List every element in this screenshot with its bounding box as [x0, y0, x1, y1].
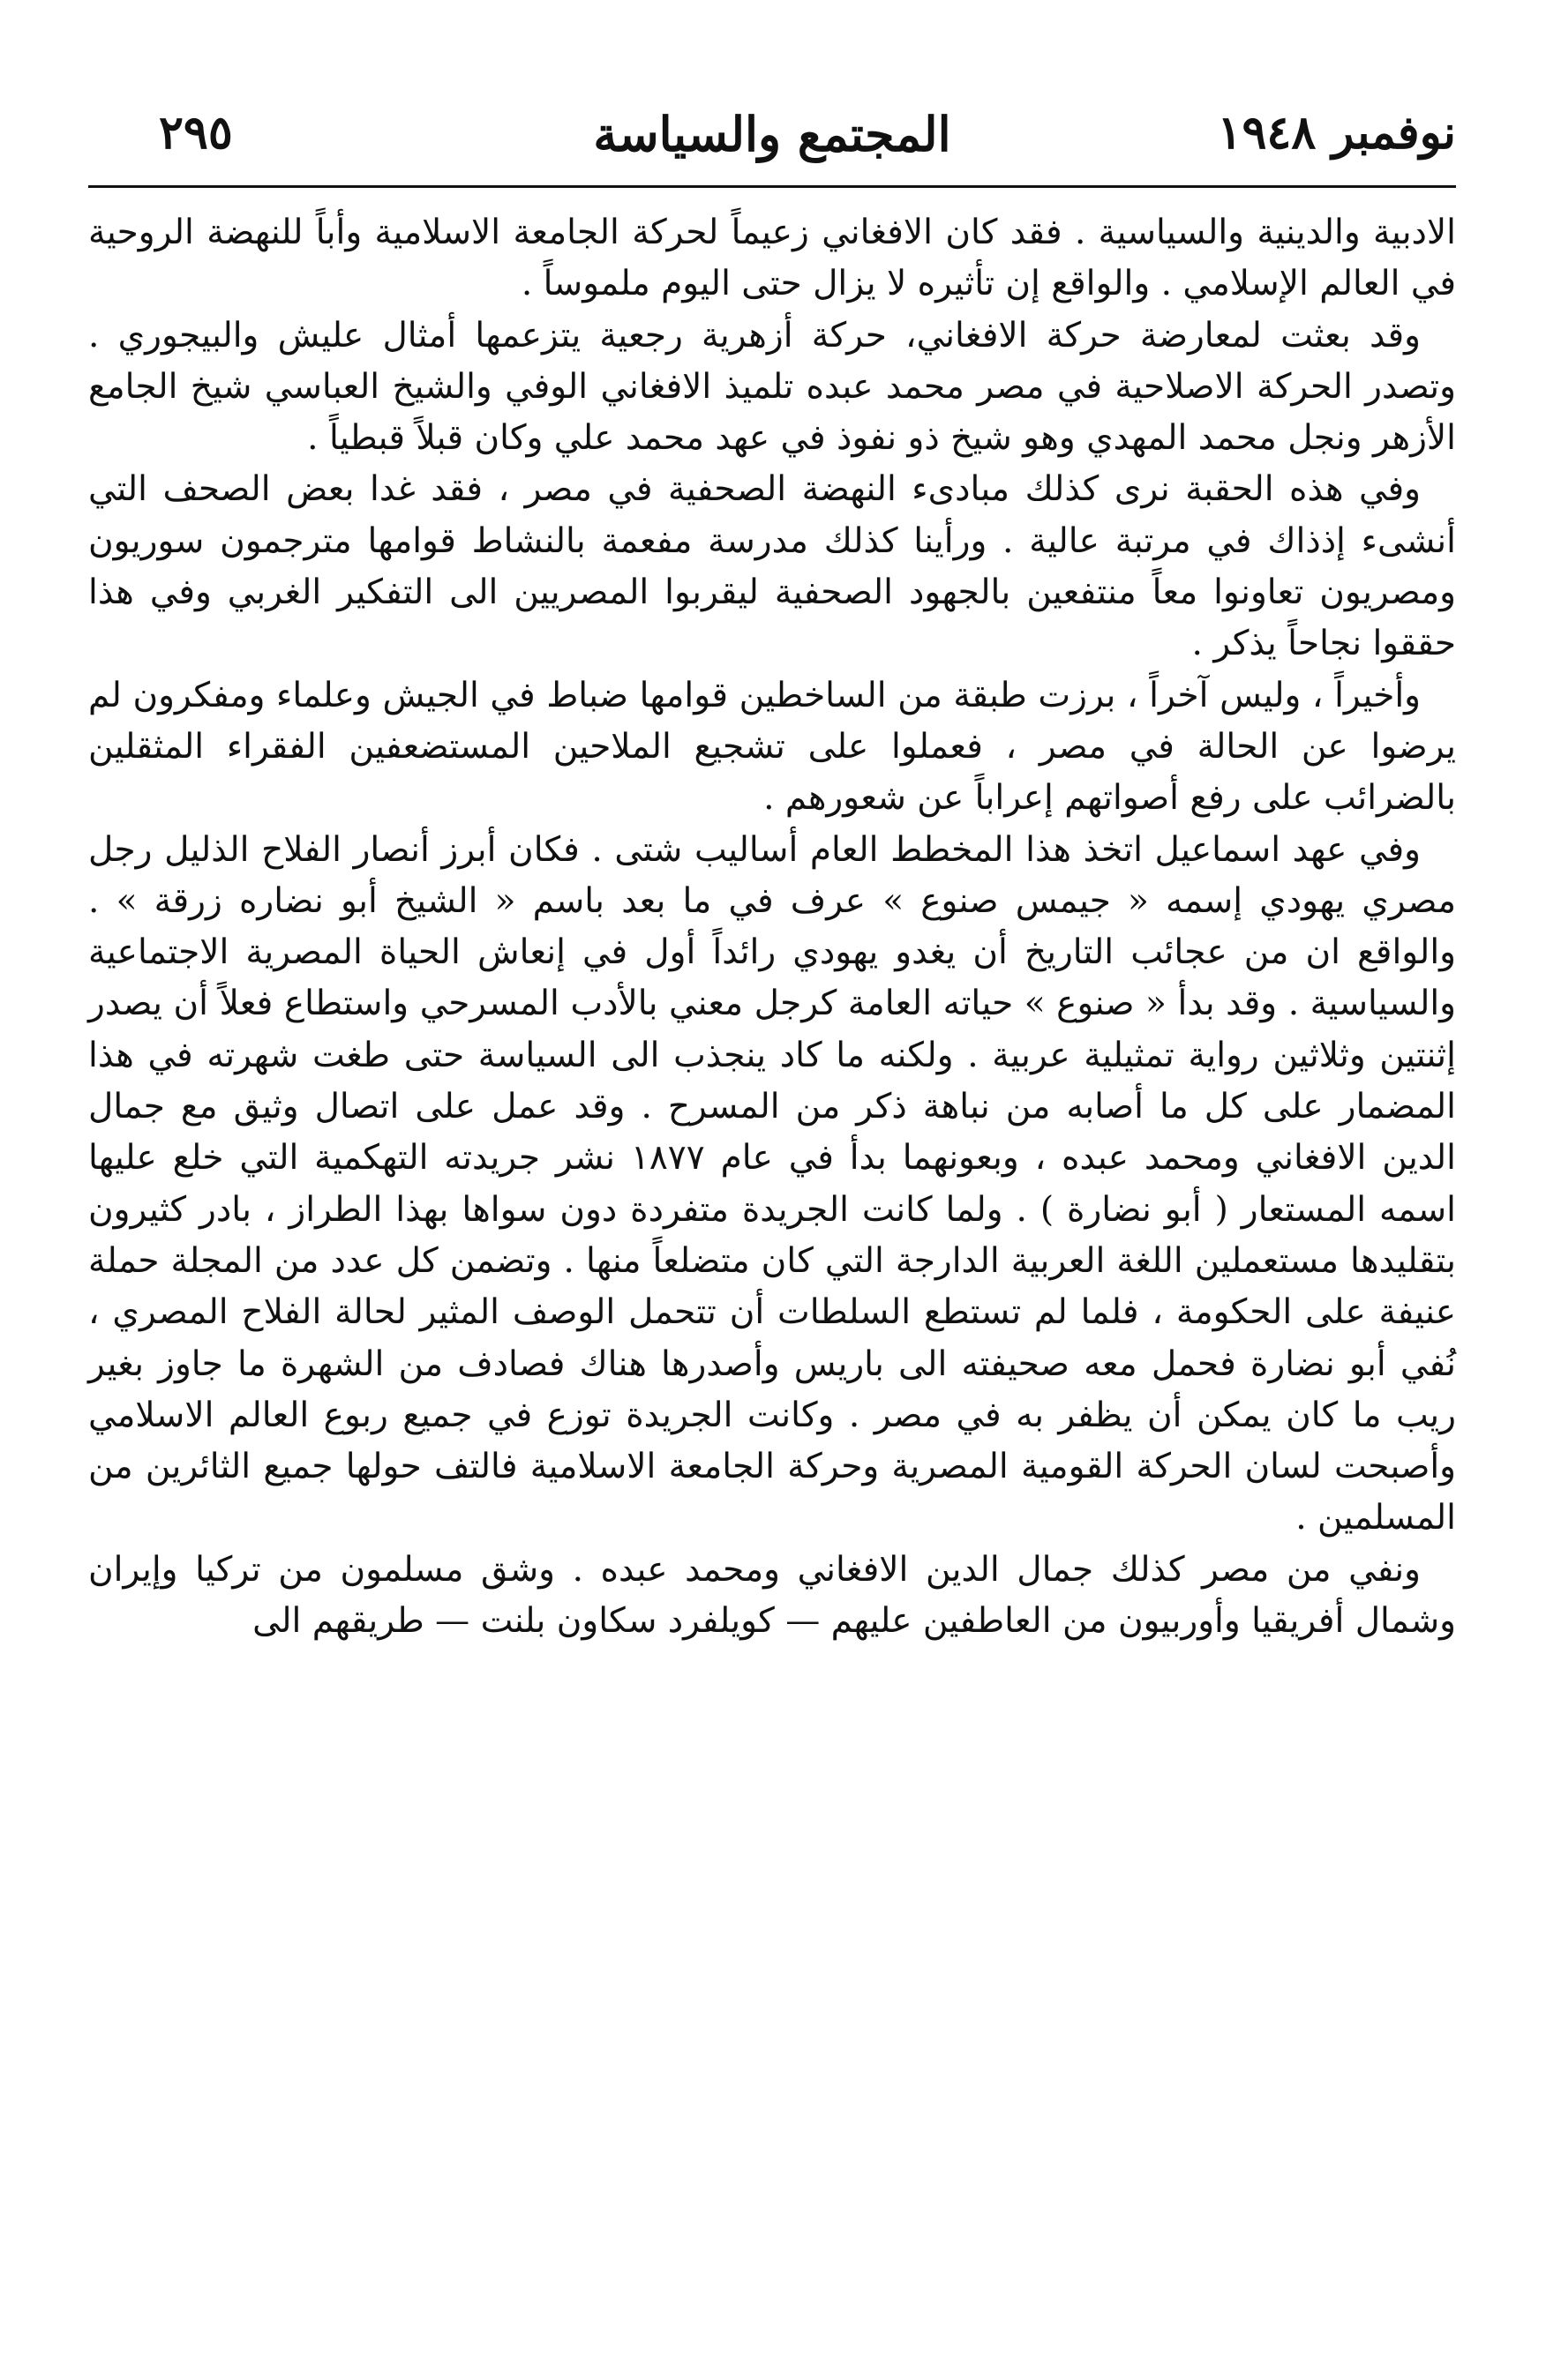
paragraph: ونفي من مصر كذلك جمال الدين الافغاني ومحمد عبده . وشق مسلمون من تركيا وإيران وشمال أفريقيا وأوربيون من العاطفين عليهم — كويلفرد سكاون بلنت — طريقهم الى: [88, 1549, 1456, 1642]
paragraph: وفي عهد اسماعيل اتخذ هذا المخطط العام أساليب شتى . فكان أبرز أنصار الفلاح الذليل رجل مصري يهودي إسمه « جيمس صنوع » عرف في ما بعد باسم « الشيخ أبو نضاره زرقة » . والواقع ان من عجائب التاريخ أن يغدو يهودي رائداً أول في إنعاش الحياة المصرية الاجتماعية والسياسية . وقد بدأ « صنوع » حياته العامة كرجل معني بالأدب المسرحي واستطاع فعلاً أن يصدر إثنتين وثلاثين رواية تمثيلية عربية . ولكنه ما كاد ينجذب الى السياسة حتى طغت شهرته في هذا المضمار على كل ما أصابه من نباهة ذكر من المسرح . وقد عمل على اتصال وثيق مع جمال الدين الافغاني ومحمد عبده ، وبعونهما بدأ في عام ١٨٧٧ نشر جريدته التهكمية التي خلع عليها اسمه المستعار ( أبو نضارة ) . ولما كانت الجريدة متفردة دون سواها بهذا الطراز ، بادر كثيرون بتقليدها مستعملين اللغة العربية الدارجة التي كان متضلعاً منها . وتضمن كل عدد من المجلة حملة عنيفة على الحكومة ، فلما لم تستطع السلطات أن تتحمل الوصف المثير لحالة الفلاح المصري ، نُفي أبو نضارة فحمل معه صحيفته الى باريس وأصدرها هناك فصادف من الشهرة ما جاوز بغير ريب ما كان يمكن أن يظفر به في مصر . وكانت الجريدة توزع في جميع ربوع العالم الاسلامي وأصبحت لسان الحركة القومية المصرية وحركة الجامعة الاسلامية فالتف حولها جميع الثائرين من المسلمين .: [88, 829, 1456, 1538]
body-text: [88, 207, 1456, 1647]
page-number: ٢٩٥: [159, 106, 233, 160]
paragraph: وقد بعثت لمعارضة حركة الافغاني، حركة أزهرية رجعية يتزعمها أمثال عليش والبيجوري . وتصدر الحركة الاصلاحية في مصر محمد عبده تلميذ الافغاني الوفي والشيخ العباسي شيخ الجامع الأزهر ونجل محمد المهدي وهو شيخ ذو نفوذ في عهد محمد علي وكان قبلاً قبطياً .: [88, 315, 1456, 459]
paragraph: وأخيراً ، وليس آخراً ، برزت طبقة من الساخطين قوامها ضباط في الجيش وعلماء ومفكرون لم يرضوا عن الحالة في مصر ، فعملوا على تشجيع الملاحين المستضعفين الفقراء المثقلين بالضرائب على رفع أصواتهم إعراباً عن شعورهم .: [88, 675, 1456, 819]
page-header: [88, 88, 1456, 185]
paragraph: الادبية والدينية والسياسية . فقد كان الافغاني زعيماً لحركة الجامعة الاسلامية وأباً للنهضة الروحية في العالم الإسلامي . والواقع إن تأثيره لا يزال حتى اليوم ملموساً .: [88, 213, 1456, 304]
header-date: نوفمبر ١٩٤٨: [1217, 106, 1456, 160]
header-title: المجتمع والسياسة: [593, 106, 951, 162]
header-rule: [88, 185, 1456, 188]
paragraph: وفي هذه الحقبة نرى كذلك مبادىء النهضة الصحفية في مصر ، فقد غدا بعض الصحف التي أنشىء إذذاك في مرتبة عالية . ورأينا كذلك مدرسة مفعمة بالنشاط قوامها مترجمون سوريون ومصريون تعاونوا معاً منتفعين بالجهود الصحفية ليقربوا المصريين الى التفكير الغربي وفي هذا حققوا نجاحاً يذكر .: [88, 469, 1456, 664]
document-page: [88, 88, 1456, 2294]
